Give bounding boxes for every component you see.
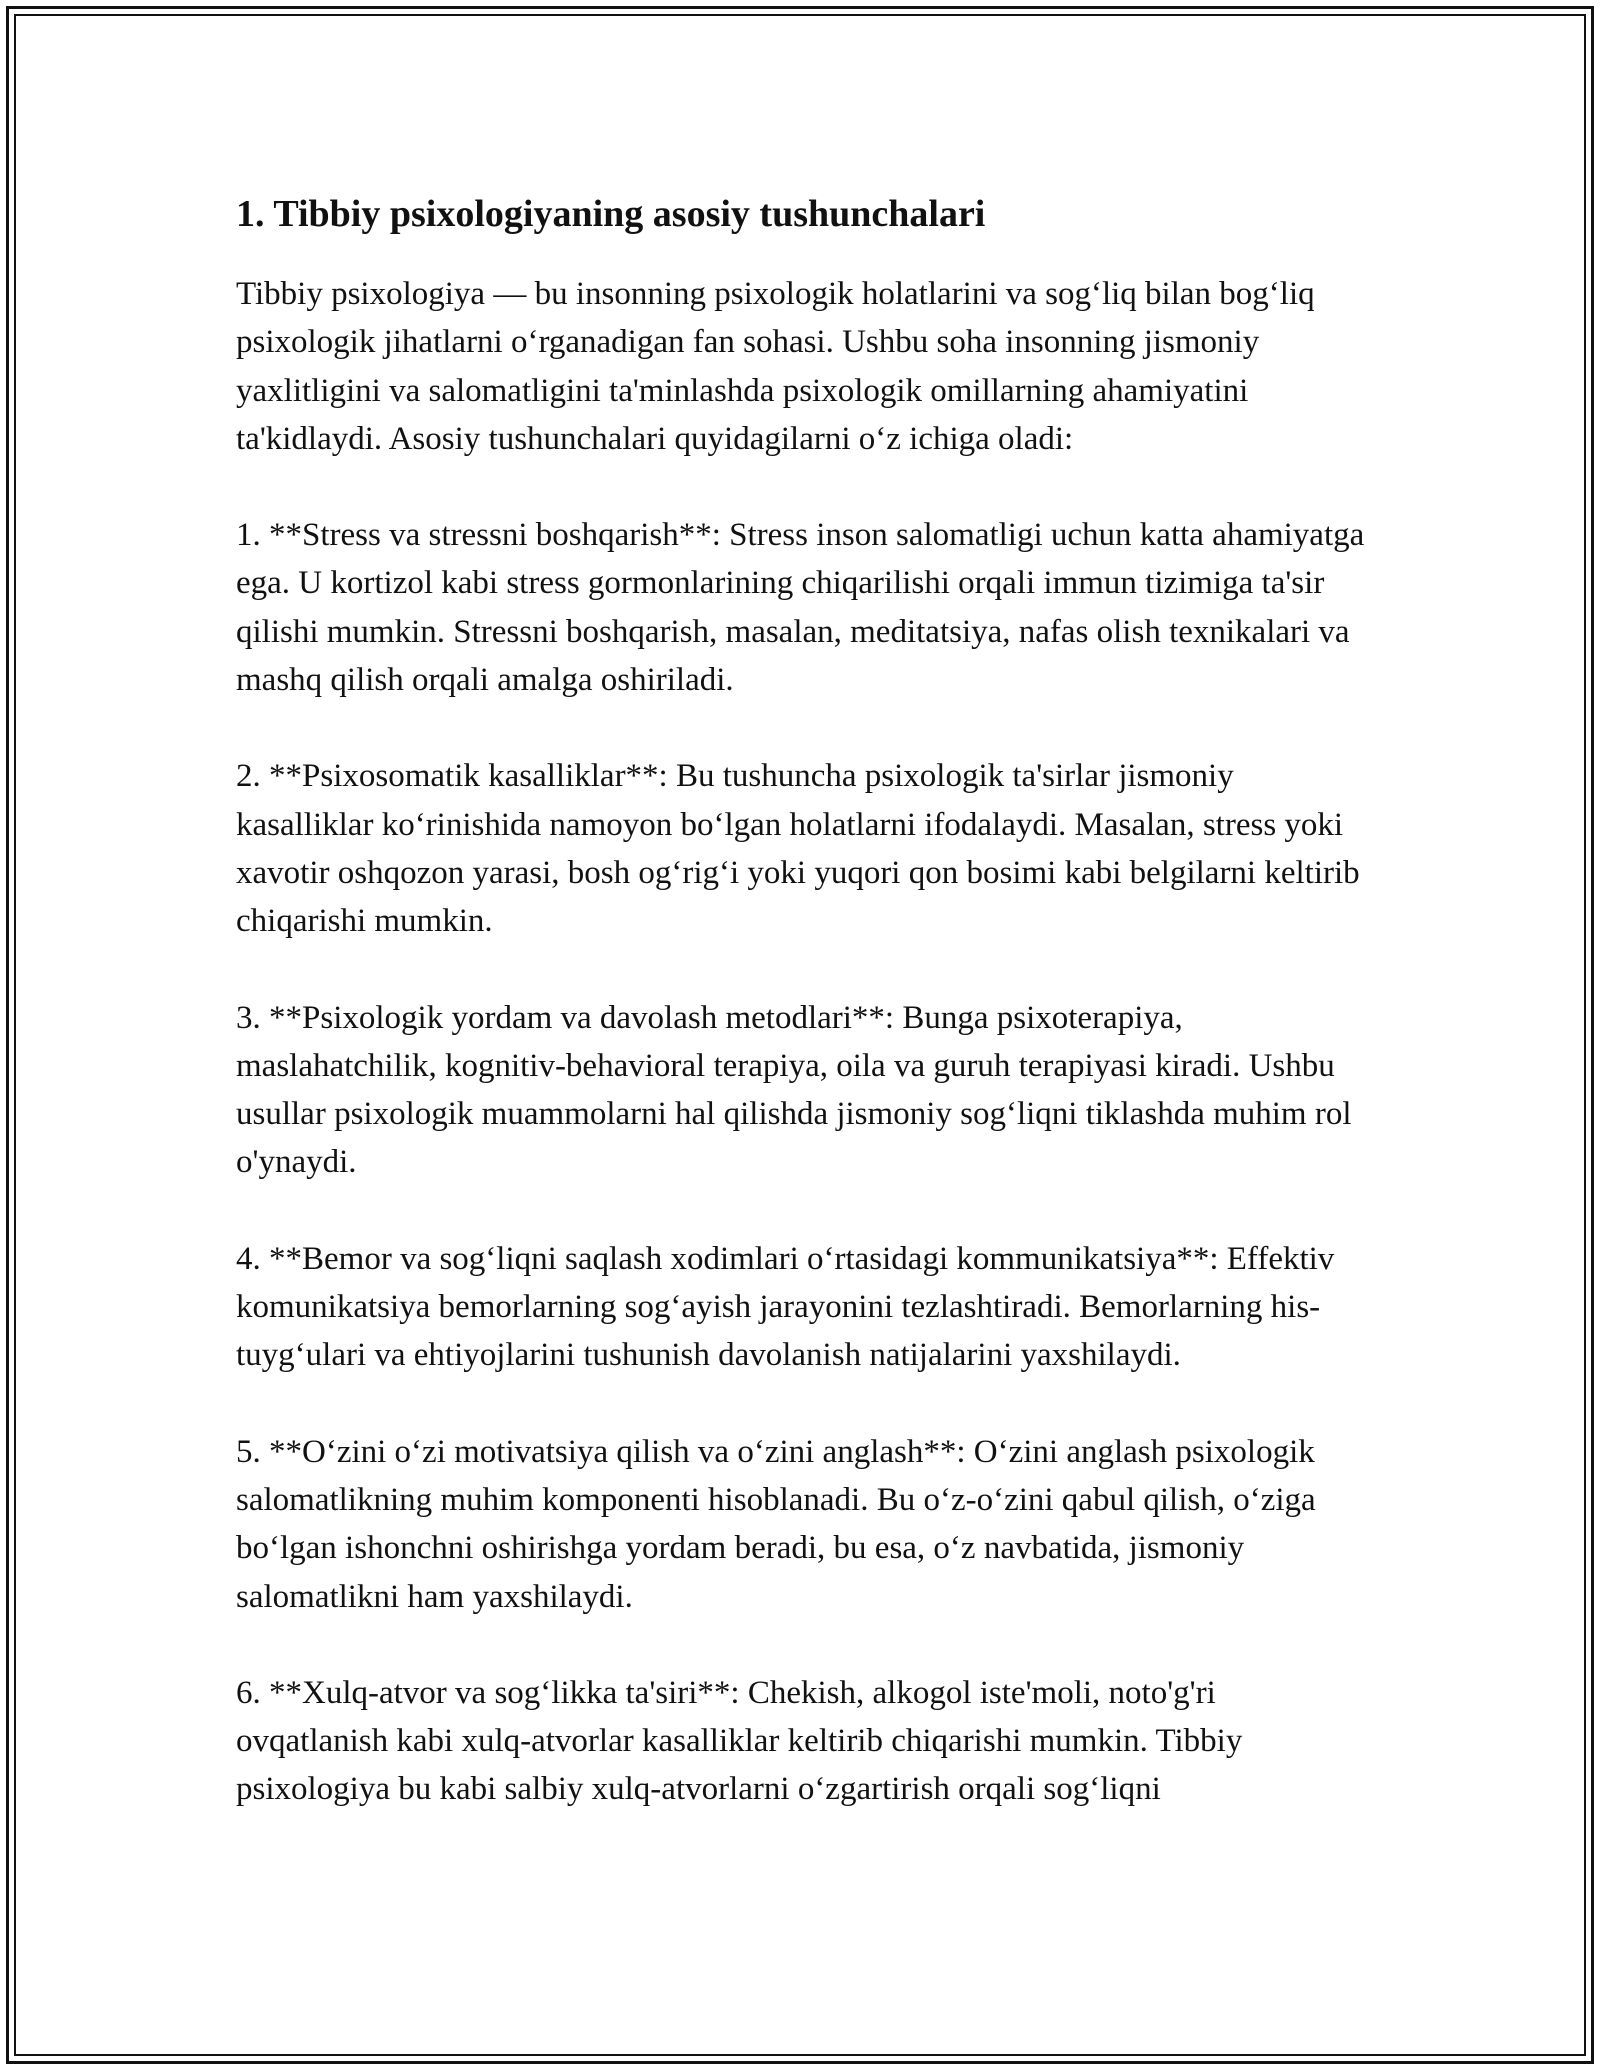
section-heading: 1. Tibbiy psixologiyaning asosiy tushunchalari [236, 193, 986, 235]
paragraph-stress: 1. **Stress va stressni boshqarish**: Stress inson salomatligi uchun katta ahamiyatga ega. U kortizol kabi stress gormonlarining chiqarilishi orqali immun tizimiga ta'sir qilishi mumkin. Stressni boshqarish, masalan, meditatsiya, nafas olish texnikalari va mashq qilish orqali amalga oshiriladi. [236, 517, 1365, 699]
paragraph-psychosomatic: 2. **Psixosomatik kasalliklar**: Bu tushuncha psixologik ta'sirlar jismoniy kasalliklar ko‘rinishida namoyon bo‘lgan holatlarni ifodalaydi. Masalan, stress yoki xavotir oshqozon yarasi, bosh og‘rig‘i yoki yuqori qon bosimi kabi belgilarni keltirib chiqarishi mumkin. [236, 758, 1360, 940]
paragraph-psych-help: 3. **Psixologik yordam va davolash metodlari**: Bunga psixoterapiya, maslahatchilik, kognitiv-behavioral terapiya, oila va guruh terapiyasi kiradi. Ushbu usullar psixologik muammolarni hal qilishda jismoniy sog‘liqni tiklashda muhim rol o'ynaydi. [236, 999, 1352, 1181]
paragraph-self-awareness: 5. **O‘zini o‘zi motivatsiya qilish va o‘zini anglash**: O‘zini anglash psixologik salomatlikning muhim komponenti hisoblanadi. Bu o‘z-o‘zini qabul qilish, o‘ziga bo‘lgan ishonchni oshirishga yordam beradi, bu esa, o‘z navbatida, jismoniy salomatlikni ham yaxshilaydi. [236, 1433, 1316, 1615]
paragraph-behavior: 6. **Xulq-atvor va sog‘likka ta'siri**: Chekish, alkogol iste'moli, noto'g'ri ovqatlanish kabi xulq-atvorlar kasalliklar keltirib chiqarishi mumkin. Tibbiy psixologiya bu kabi salbiy xulq-atvorlarni o‘zgartirish orqali sog‘liqni [236, 1674, 1243, 1808]
intro-paragraph: Tibbiy psixologiya — bu insonning psixologik holatlarini va sog‘liq bilan bog‘liq psixologik jihatlarni o‘rganadigan fan sohasi. Ushbu soha insonning jismoniy yaxlitligini va salomatligini ta'minlashda psixologik omillarning ahamiyatini ta'kidlaydi. Asosiy tushunchalari quyidagilarni o‘z ichiga oladi: [236, 276, 1315, 457]
paragraph-communication: 4. **Bemor va sog‘liqni saqlash xodimlari o‘rtasidagi kommunikatsiya**: Effektiv komunikatsiya bemorlarning sog‘ayish jarayonini tezlashtiradi. Bemorlarning his-tuyg‘ulari va ehtiyojlarini tushunish davolanish natijalarini yaxshilaydi. [236, 1240, 1335, 1374]
document-body [236, 186, 1376, 1862]
